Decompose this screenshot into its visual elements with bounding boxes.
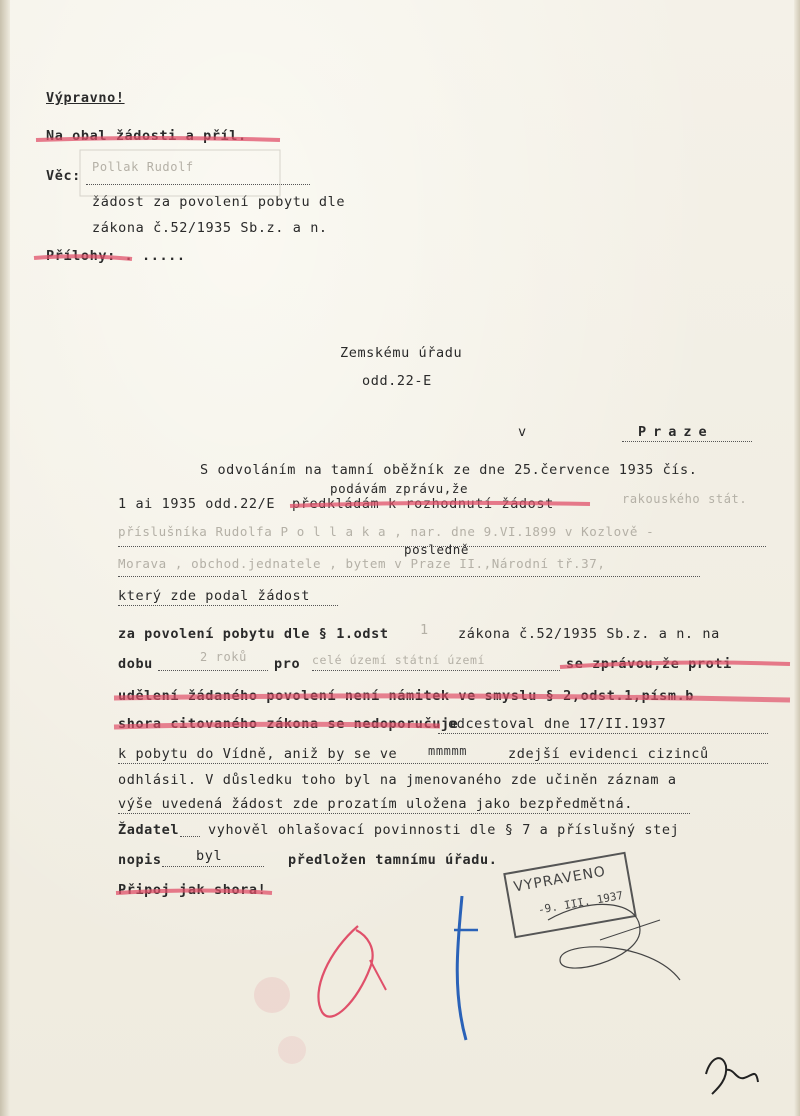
recipient-city: Praze xyxy=(638,424,714,440)
vec-line-2: žádost za povolení pobytu dle xyxy=(92,194,346,210)
red-strike-obal xyxy=(36,138,280,140)
body-line-14a: nopis xyxy=(118,852,162,868)
body-line-6b: 1 xyxy=(420,622,429,638)
body-line-9b: odcestoval dne 17/II.1937 xyxy=(448,716,667,732)
body-line-7c: pro xyxy=(274,656,301,672)
recipient-line-2: odd.22-E xyxy=(362,373,432,389)
stamp-date: -9. III. 1937 xyxy=(537,888,625,917)
red-strike-pripoj xyxy=(116,891,272,894)
body-line-10-overtyped: mmmmm xyxy=(428,744,468,758)
vec-name: Pollak Rudolf xyxy=(92,160,194,174)
header-title: Výpravno! xyxy=(46,90,125,106)
body-line-7e: se zprávou,že proti xyxy=(566,656,732,672)
recipient-line-1: Zemskému úřadu xyxy=(340,345,463,361)
red-strike-predkladam xyxy=(290,503,590,506)
blue-pen-stroke xyxy=(457,896,466,1040)
bottom-signature xyxy=(706,1058,758,1094)
recipient-v: v xyxy=(518,424,527,440)
body-line-2b: předkládám k rozhodnutí žádost xyxy=(292,496,554,512)
body-line-13b: vyhověl ohlašovací povinnosti dle § 7 a příslušný stej xyxy=(208,822,680,838)
body-line-10b: zdejší evidenci cizinců xyxy=(508,746,709,762)
body-line-4-insert: posledně xyxy=(404,542,470,557)
vec-line-3: zákona č.52/1935 Sb.z. a n. xyxy=(92,220,328,236)
body-line-7b: 2 roků xyxy=(200,650,247,664)
body-line-12: výše uvedená žádost zde prozatím uložena jako bezpředmětná. xyxy=(118,796,633,812)
pencil-signature xyxy=(548,904,680,980)
body-line-1: S odvoláním na tamní oběžník ze dne 25.července 1935 čís. xyxy=(200,462,698,478)
body-line-9a: shora citovaného zákona se nedoporučuje xyxy=(118,716,459,732)
body-line-4: Morava , obchod.jednatele , bytem v Praze II.,Národní tř.37, xyxy=(118,556,606,571)
body-line-10a: k pobytu do Vídně, aniž by se ve xyxy=(118,746,398,762)
stamp-title: VYPRAVENO xyxy=(512,863,608,896)
red-bleed-mark-1 xyxy=(254,977,290,1013)
body-line-15: Připoj jak shora! xyxy=(118,882,267,898)
body-line-11: odhlásil. V důsledku toho byl na jmenovaného zde učiněn záznam a xyxy=(118,772,677,788)
body-line-7a: dobu xyxy=(118,656,153,672)
body-line-8: udělení žádaného povolení není námitek ve smyslu § 2,odst.1,písm.b xyxy=(118,688,695,704)
red-strike-shora xyxy=(114,724,440,727)
red-strike-prilohy xyxy=(34,256,132,259)
body-line-13a: Žadatel xyxy=(118,822,180,838)
red-strike-zpravou xyxy=(560,663,790,667)
vec-label: Věc: xyxy=(46,168,81,184)
body-line-5: který zde podal žádost xyxy=(118,588,311,604)
body-line-2c: rakouského stát. xyxy=(622,492,748,506)
red-pen-curve xyxy=(318,926,372,1017)
body-line-3: příslušníka Rudolfa P o l l a k a , nar. dne 9.VI.1899 v Kozlově - xyxy=(118,524,655,539)
body-line-6c: zákona č.52/1935 Sb.z. a n. na xyxy=(458,626,720,642)
header-obal-line: Na obal žádosti a příl. xyxy=(46,128,247,144)
red-bleed-mark-2 xyxy=(278,1036,306,1064)
faded-impression-box xyxy=(80,150,280,196)
body-line-6a: za povolení pobytu dle § 1.odst xyxy=(118,626,389,642)
body-line-14c: předložen tamnímu úřadu. xyxy=(288,852,498,868)
prilohy-line: Přílohy: . ..... xyxy=(46,248,186,264)
body-line-2-insert: podávám zprávu,že xyxy=(330,481,469,496)
body-line-14b: byl xyxy=(196,848,223,864)
body-line-7d: celé území státní území xyxy=(312,653,486,667)
red-strike-udeleni xyxy=(114,696,790,700)
red-pen-tick xyxy=(370,960,386,990)
pencil-dash xyxy=(600,920,660,940)
body-line-2a: 1 ai 1935 odd.22/E xyxy=(118,496,276,512)
